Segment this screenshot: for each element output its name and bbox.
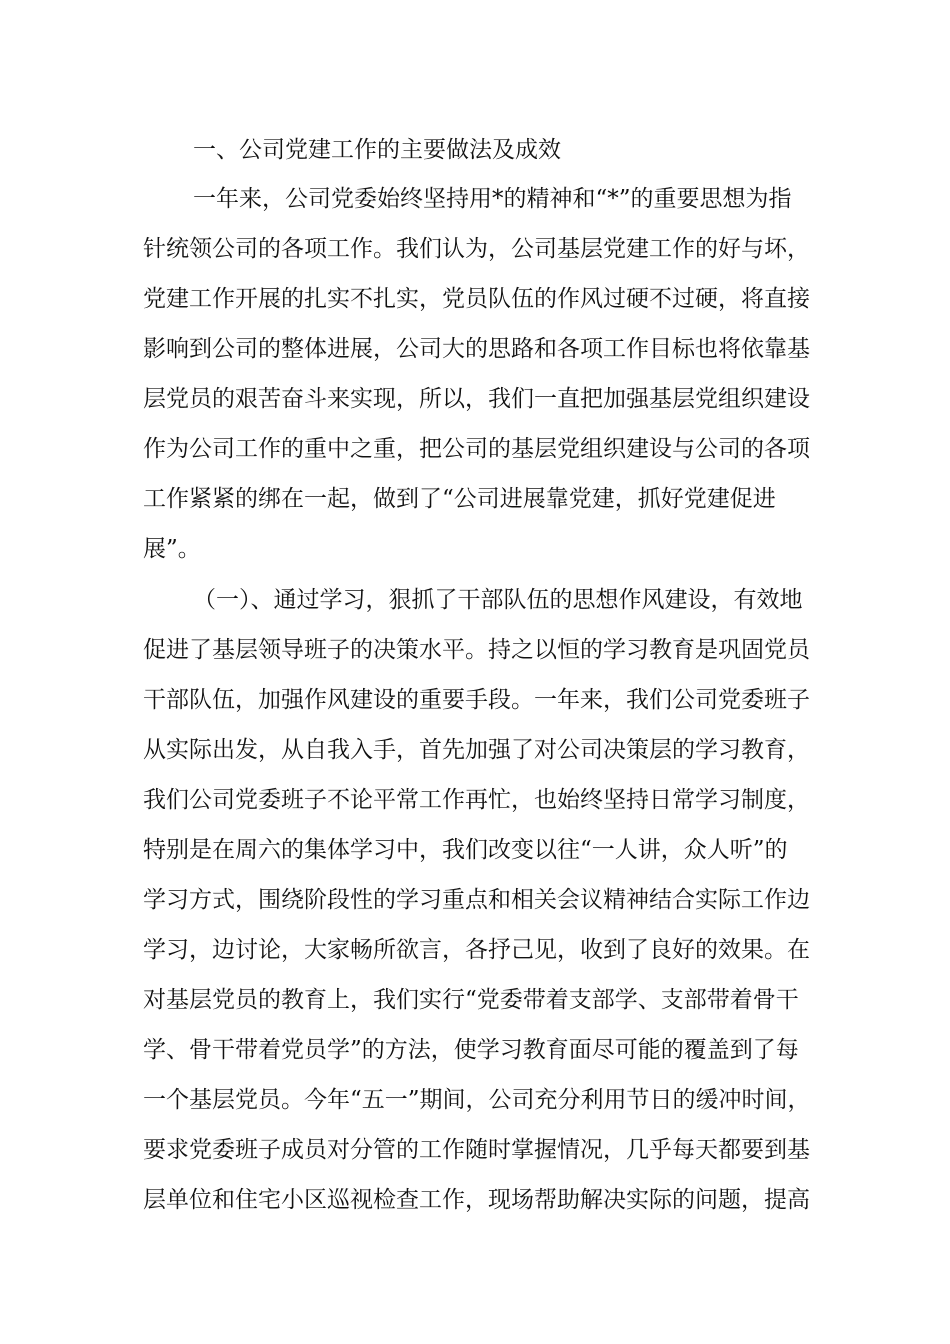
paragraph-line: 要求党委班子成员对分管的工作随时掌握情况，几乎每天都要到基 (143, 1137, 810, 1163)
paragraph-line: 一年来，公司党委始终坚持用*的精神和“*”的重要思想为指 (193, 186, 792, 212)
paragraph-line: 学、骨干带着党员学”的方法，使学习教育面尽可能的覆盖到了每 (143, 1037, 799, 1063)
paragraph-line: 一个基层党员。今年“五一”期间，公司充分利用节日的缓冲时间， (143, 1087, 811, 1113)
paragraph-line: （一）、通过学习，狠抓了干部队伍的思想作风建设，有效地 (193, 587, 803, 613)
paragraph-line: 从实际出发，从自我入手，首先加强了对公司决策层的学习教育， (143, 737, 810, 763)
paragraph-line: 对基层党员的教育上，我们实行“党委带着支部学、支部带着骨干 (143, 987, 799, 1013)
paragraph-line: 干部队伍，加强作风建设的重要手段。一年来，我们公司党委班子 (143, 687, 810, 713)
paragraph-line: 学习，边讨论，大家畅所欲言，各抒己见，收到了良好的效果。在 (143, 937, 810, 963)
paragraph-line: 层单位和住宅小区巡视检查工作，现场帮助解决实际的问题，提高 (143, 1187, 810, 1213)
paragraph-line: 特别是在周六的集体学习中，我们改变以往“一人讲，众人听”的 (143, 837, 788, 863)
paragraph-line: 层党员的艰苦奋斗来实现，所以，我们一直把加强基层党组织建设 (143, 386, 810, 412)
paragraph-line: 我们公司党委班子不论平常工作再忙，也始终坚持日常学习制度， (143, 787, 810, 813)
paragraph-line: 针统领公司的各项工作。我们认为，公司基层党建工作的好与坏， (143, 236, 810, 262)
paragraph-line: 影响到公司的整体进展，公司大的思路和各项工作目标也将依靠基 (143, 336, 810, 362)
paragraph-line: 学习方式，围绕阶段性的学习重点和相关会议精神结合实际工作边 (143, 887, 810, 913)
paragraph-line: 党建工作开展的扎实不扎实，党员队伍的作风过硬不过硬，将直接 (143, 286, 810, 312)
paragraph-line: 作为公司工作的重中之重，把公司的基层党组织建设与公司的各项 (143, 436, 810, 462)
paragraph-line: 促进了基层领导班子的决策水平。持之以恒的学习教育是巩固党员 (143, 637, 810, 663)
paragraph-line: 展”。 (143, 536, 201, 562)
heading-line: 一、公司党建工作的主要做法及成效 (193, 137, 561, 163)
paragraph-line: 工作紧紧的绑在一起，做到了“公司进展靠党建，抓好党建促进 (143, 486, 776, 512)
